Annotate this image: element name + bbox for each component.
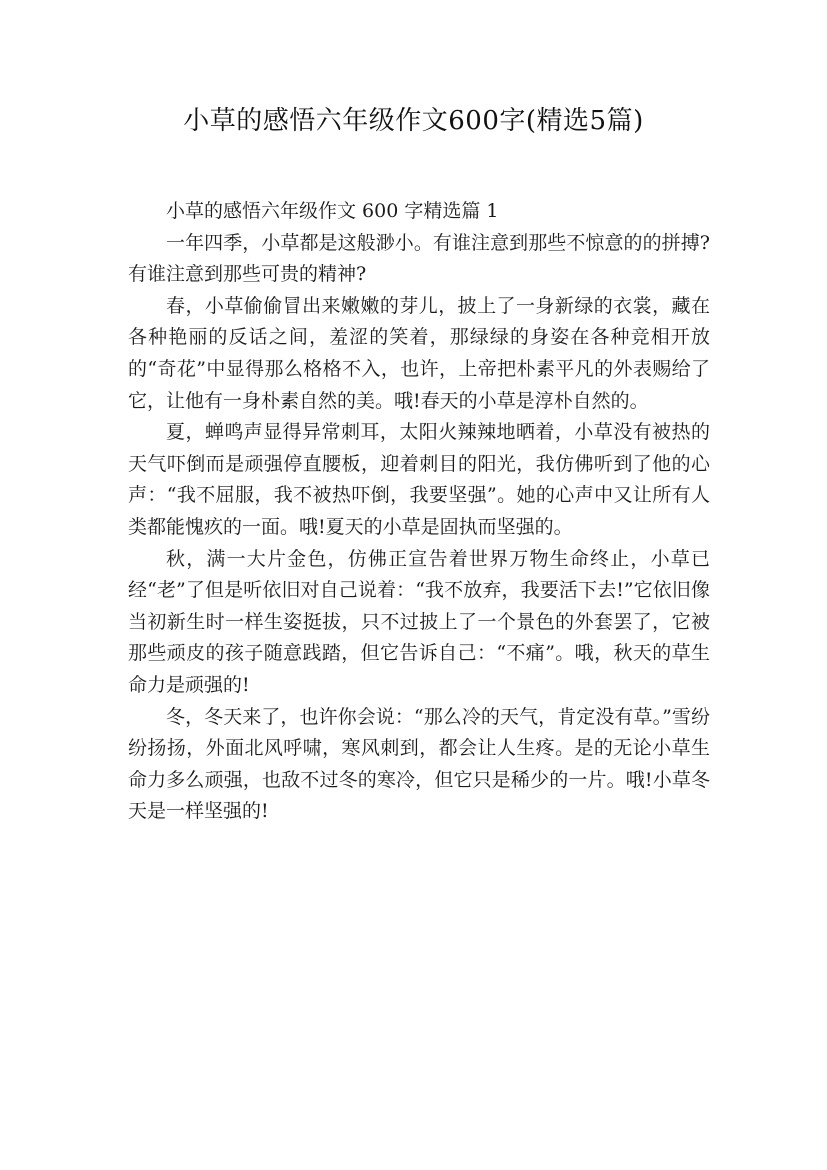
paragraph-autumn: 秋，满一大片金色，仿佛正宣告着世界万物生命终止，小草已经“老”了但是听依旧对自己说着：“我不放弃，我要活下去!”它依旧像当初新生时一样生姿挺拔，只不过披上了一个景色的外套罢了，它被那些顽皮的孩子随意践踏，但它告诉自己：“不痛”。哦，秋天的草生命力是顽强的! — [128, 547, 710, 696]
section-heading: 小草的感悟六年级作文 600 字精选篇 1 — [166, 200, 499, 222]
paragraph-spring: 春，小草偷偷冒出来嫩嫩的芽儿，披上了一身新绿的衣裳，藏在各种艳丽的反话之间，羞涩的笑着，那绿绿的身姿在各种竞相开放的“奇花”中显得那么格格不入，也许，上帝把朴素平凡的外表赐给了它，让他有一身朴素自然的美。哦!春天的小草是淳朴自然的。 — [128, 294, 710, 412]
paragraph-intro: 一年四季，小草都是这般渺小。有谁注意到那些不惊意的的拼搏?有谁注意到那些可贵的精神? — [128, 231, 710, 286]
paragraph-summer: 夏，蝉鸣声显得异常刺耳，太阳火辣辣地晒着，小草没有被热的天气吓倒而是顽强停直腰板，迎着刺目的阳光，我仿佛听到了他的心声：“我不屈服，我不被热吓倒，我要坚强”。她的心声中又让所有人类都能愧疚的一面。哦!夏天的小草是固执而坚强的。 — [128, 421, 710, 538]
document-body — [128, 196, 710, 828]
paragraph-winter: 冬，冬天来了，也许你会说：“那么冷的天气，肯定没有草。”雪纷纷扬扬，外面北风呼啸，寒风刺到，都会让人生疼。是的无论小草生命力多么顽强，也敌不过冬的寒冷，但它只是稀少的一片。哦!小草冬天是一样坚强的! — [128, 705, 710, 823]
document-title: 小草的感悟六年级作文600字(精选5篇) — [183, 106, 644, 136]
